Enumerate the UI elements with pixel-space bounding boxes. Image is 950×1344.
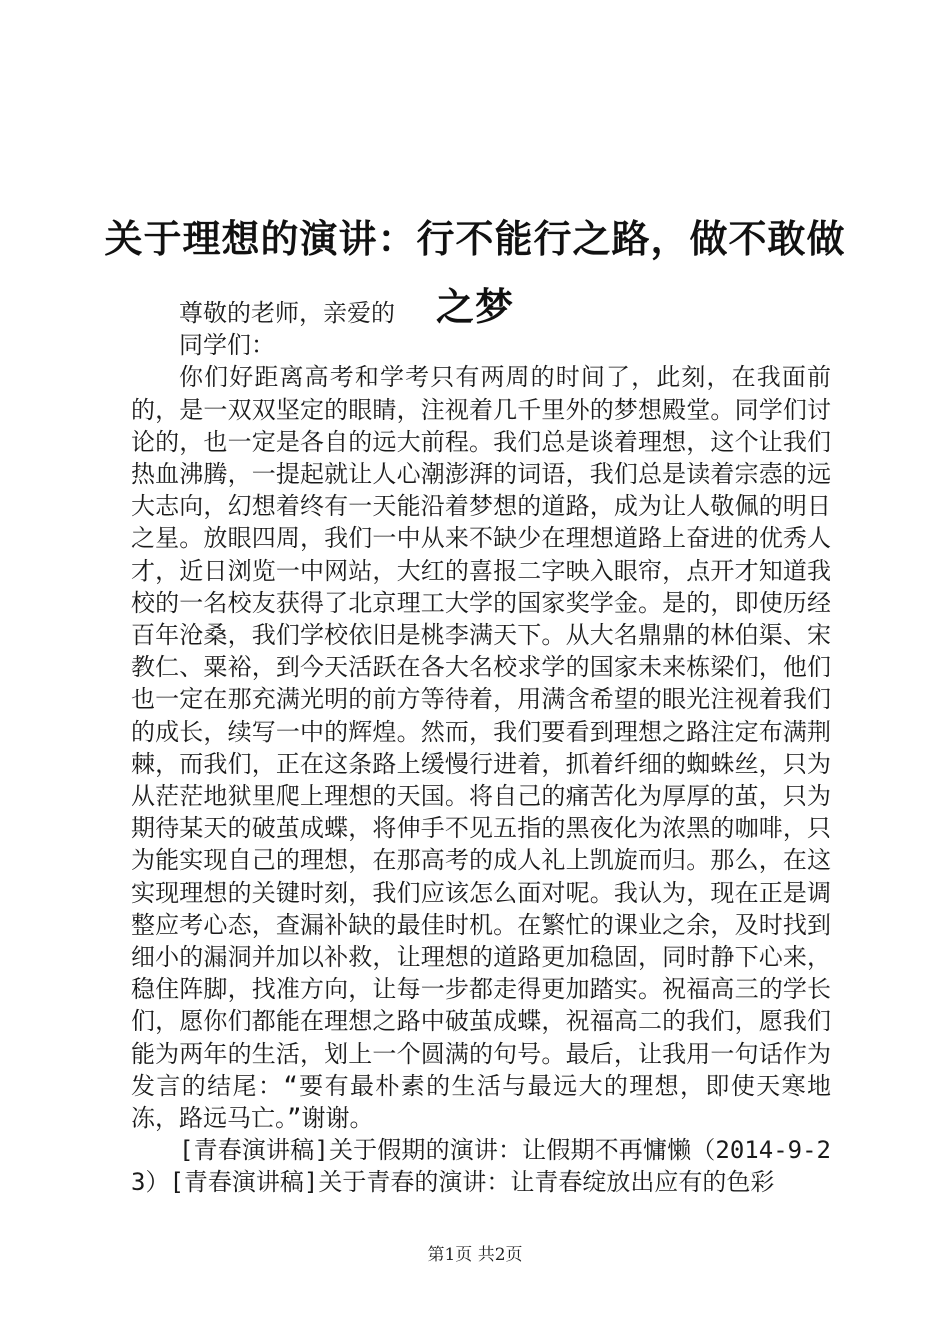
- salutation-line-2: 同学们：: [179, 331, 275, 360]
- document-title: 关于理想的演讲：行不能行之路，做不敢做之梦: [104, 217, 846, 330]
- document-body: [131, 297, 831, 1199]
- related-articles-paragraph: [青春演讲稿]关于假期的演讲：让假期不再慵懒（2014-9-23）[青春演讲稿]关于青春的演讲：让青春绽放出应有的色彩: [131, 1136, 831, 1197]
- salutation-line-1: 尊敬的老师，亲爱的: [179, 299, 395, 327]
- page-number-footer: 第1页 共2页: [427, 1245, 523, 1265]
- speech-body-paragraph: 你们好距离高考和学考只有两周的时间了，此刻，在我面前的，是一双双坚定的眼睛，注视着几千里外的梦想殿堂。同学们讨论的，也一定是各自的远大前程。我们总是谈着理想，这个让我们热血沸腾，一提起就让人心潮澎湃的词语，我们总是读着宗悫的远大志向，幻想着终有一天能沿着梦想的道路，成为让人敬佩的明日之星。放眼四周，我们一中从来不缺少在理想道路上奋进的优秀人才，近日浏览一中网站，大红的喜报二字映入眼帘，点开才知道我校的一名校友获得了北京理工大学的国家奖学金。是的，即使历经百年沧桑，我们学校依旧是桃李满天下。从大名鼎鼎的林伯渠、宋教仁、粟裕，到今天活跃在各大名校求学的国家未来栋梁们，他们也一定在那充满光明的前方等待着，用满含希望的眼光注视着我们的成长，续写一中的辉煌。然而，我们要看到理想之路注定布满荆棘，而我们，正在这条路上缓慢行进着，抓着纤细的蜘蛛丝，只为从茫茫地狱里爬上理想的天国。将自己的痛苦化为厚厚的茧，只为期待某天的破茧成蝶，将伸手不见五指的黑夜化为浓黑的咖啡，只为能实现自己的理想，在那高考的成人礼上凯旋而归。那么，在这实现理想的关键时刻，我们应该怎么面对呢。我认为，现在正是调整应考心态，查漏补缺的最佳时机。在繁忙的课业之余，及时找到细小的漏洞并加以补救，让理想的道路更加稳固，同时静下心来，稳住阵脚，找准方向，让每一步都走得更加踏实。祝福高三的学长们，愿你们都能在理想之路中破茧成蝶，祝福高二的我们，愿我们能为两年的生活，划上一个圆满的句号。最后，让我用一句话作为发言的结尾：“要有最朴素的生活与最远大的理想，即使天寒地冻，路远马亡。”谢谢。: [131, 363, 831, 1133]
